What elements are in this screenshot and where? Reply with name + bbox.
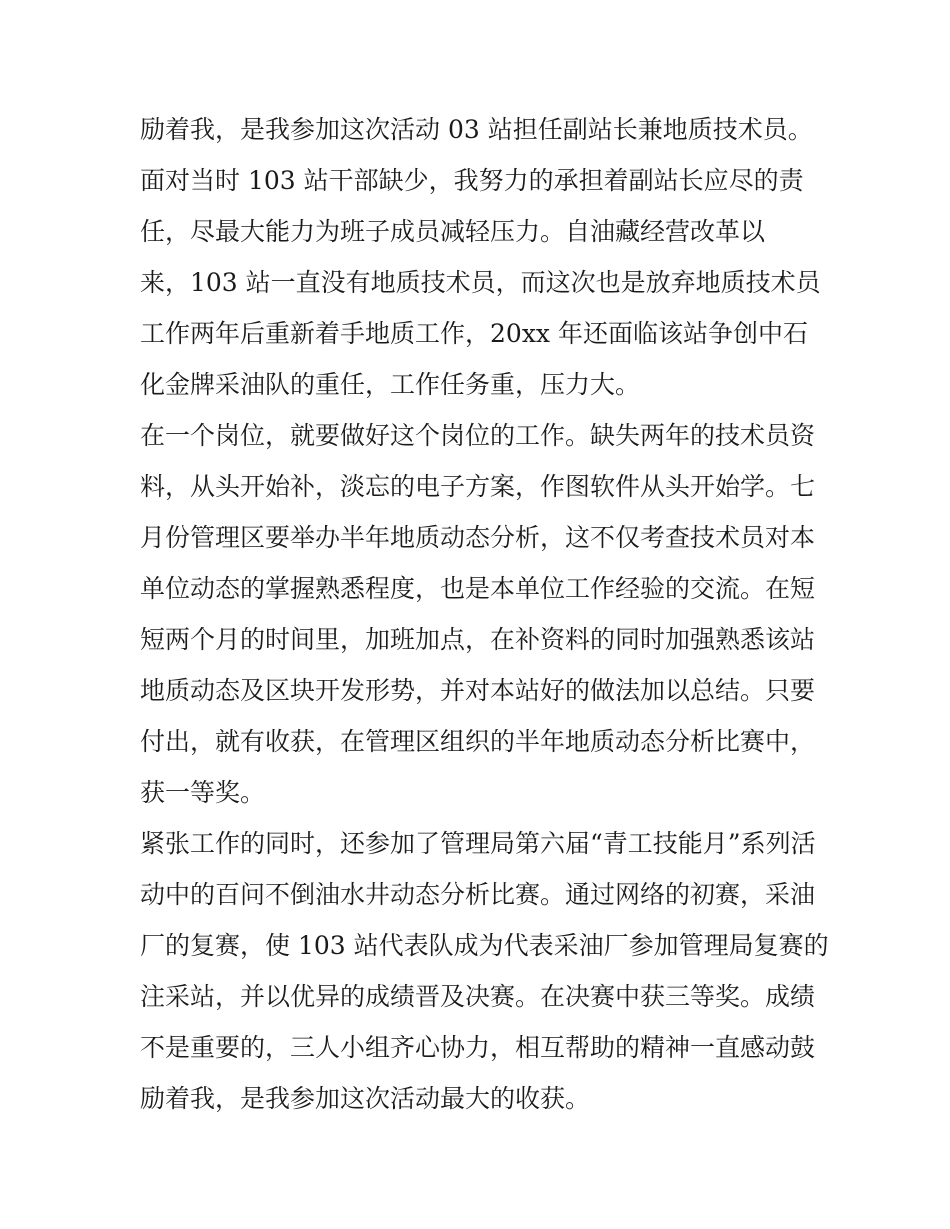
text-line: 付出，就有收获，在管理区组织的半年地质动态分析比赛中， [140,727,816,756]
text-line: 获一等奖。 [140,778,266,807]
text-line: 面对当时 103 站干部缺少，我努力的承担着副站长应尽的责 [140,166,804,195]
text-line: 励着我，是我参加这次活动最大的收获。 [140,1084,591,1113]
text-line: 料，从头开始补，淡忘的电子方案，作图软件从头开始学。七 [140,472,816,501]
text-line: 紧张工作的同时，还参加了管理局第六届“青工技能月”系列活 [140,829,816,858]
text-line: 化金牌采油队的重任，工作任务重，压力大。 [140,370,641,399]
text-line: 注采站，并以优异的成绩晋及决赛。在决赛中获三等奖。成绩 [140,982,816,1011]
text-line: 单位动态的掌握熟悉程度，也是本单位工作经验的交流。在短 [140,574,816,603]
text-line: 来，103 站一直没有地质技术员，而这次也是放弃地质技术员 [140,268,821,297]
document-body [140,104,829,1124]
text-line: 厂的复赛，使 103 站代表队成为代表采油厂参加管理局复赛的 [140,931,829,960]
text-line: 任，尽最大能力为班子成员减轻压力。自油藏经营改革以 [140,217,766,246]
text-line: 工作两年后重新着手地质工作，20xx 年还面临该站争创中石 [140,319,808,348]
text-line: 地质动态及区块开发形势，并对本站好的做法加以总结。只要 [140,676,816,705]
text-line: 短两个月的时间里，加班加点，在补资料的同时加强熟悉该站 [140,625,816,654]
text-line: 励着我，是我参加这次活动 03 站担任副站长兼地质技术员。 [140,115,813,144]
text-line: 在一个岗位，就要做好这个岗位的工作。缺失两年的技术员资 [140,421,816,450]
text-line: 不是重要的，三人小组齐心协力，相互帮助的精神一直感动鼓 [140,1033,816,1062]
text-line: 月份管理区要举办半年地质动态分析，这不仅考查技术员对本 [140,523,816,552]
text-line: 动中的百问不倒油水井动态分析比赛。通过网络的初赛，采油 [140,880,816,909]
